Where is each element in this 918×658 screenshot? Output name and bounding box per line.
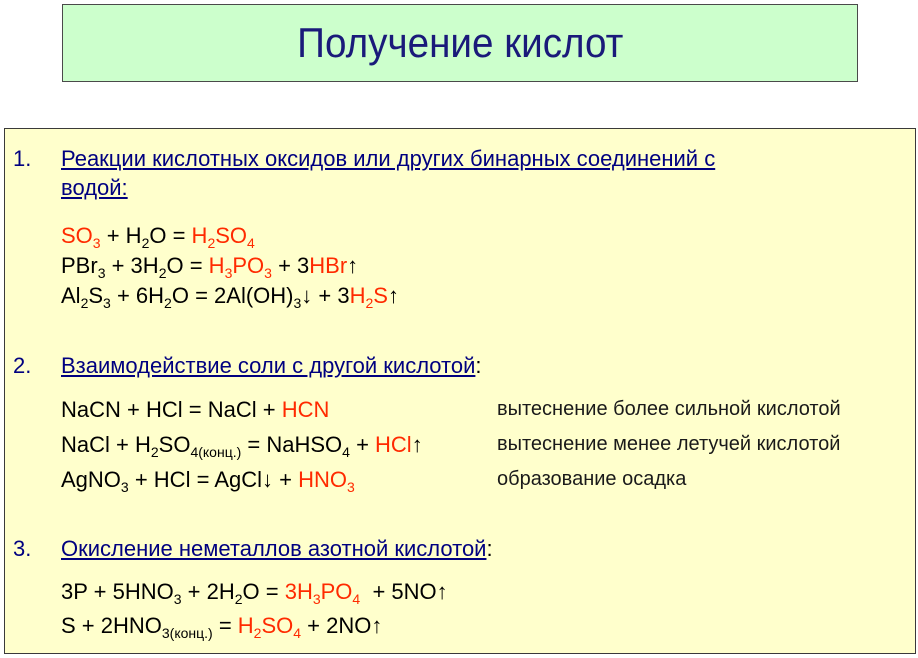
equation-2-1: NaCN + HCl = NaCl + HCN xyxy=(61,397,330,422)
equation-1-1: $SO_3 + H_2O = H_2SO_4$ xyxy=(61,223,255,251)
section-1-heading-line1: Реакции кислотных оксидов или других бинарных соединений с xyxy=(61,146,716,171)
equation-1-2: $PBr_3 + 3H_2O = H_3PO_3$ + 3HBr↑ xyxy=(61,253,359,281)
section-3-heading-tail: : xyxy=(486,536,493,561)
equation-2-3: AgNO$_3$ + HCl = AgCl↓ + $HNO_3$ xyxy=(61,467,355,495)
section-1-heading-line2: водой: xyxy=(61,175,128,200)
section-2-heading xyxy=(61,351,482,380)
equation-1-3: $Al_2S_3 + 6H_2O$ = $2Al(OH)_3↓$ + $3H_2S↑$ xyxy=(61,283,399,311)
equation-3-2: $S + 2HNO_{3(конц.)} = H_2SO_4$ + 2NO↑ xyxy=(61,613,383,641)
equation-3-1: $3P + 5HNO_3 + 2H_2O = 3H_3PO_4$ + 5NO↑ xyxy=(61,579,448,607)
section-1-number: 1. xyxy=(13,146,32,171)
content-panel xyxy=(4,128,916,654)
note-2-1: вытеснение более сильной кислотой xyxy=(497,398,841,420)
page-title: Получение кислот xyxy=(296,19,624,66)
section-2-heading-tail: : xyxy=(475,353,482,378)
section-2-heading-text: Взаимодействие соли с другой кислотой xyxy=(61,353,476,378)
section-1-heading xyxy=(61,144,715,202)
section-3-number: 3. xyxy=(13,536,32,561)
section-3-heading xyxy=(61,534,493,563)
section-2-number: 2. xyxy=(13,353,32,378)
note-2-3: образование осадка xyxy=(497,468,687,490)
title-banner xyxy=(62,4,858,82)
note-2-2: вытеснение менее летучей кислотой xyxy=(497,433,841,455)
section-3-heading-text: Окисление неметаллов азотной кислотой xyxy=(61,536,487,561)
equation-2-2: NaCl + $H_2SO_{4(конц.)}$ = NaHSO$_4$ + HCl↑ xyxy=(61,432,423,460)
